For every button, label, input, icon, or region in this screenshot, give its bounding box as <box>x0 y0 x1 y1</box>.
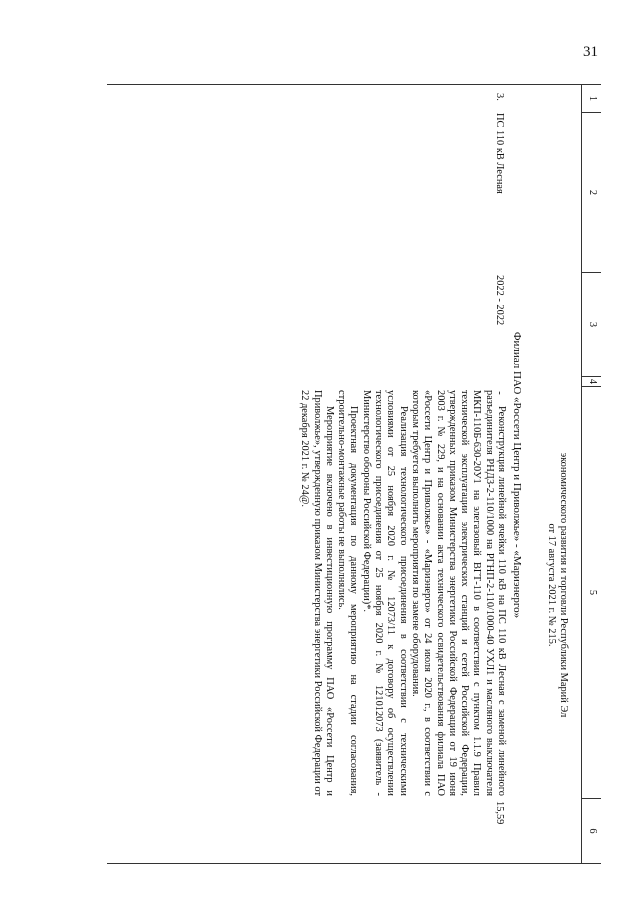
page-number: 31 <box>583 44 598 60</box>
column-4-value: - <box>494 391 505 395</box>
investment-table <box>107 84 601 864</box>
continuation-line-1: экономического развития и торговли Республики Марий Эл <box>558 452 569 718</box>
column-header-1: 1 <box>581 85 601 113</box>
cost-value: 15,59 <box>494 801 505 825</box>
row-number: 3. <box>494 93 505 101</box>
column-header-3: 3 <box>581 273 601 377</box>
continuation-line-2: от 17 августа 2021 г. № 215. <box>545 523 557 647</box>
column-header-4: 4 <box>581 377 601 387</box>
description-paragraph-4: Мероприятие включено в инвестиционную программу ПАО «Россети Центр и Приволжье», утвержденную приказом Министерства энергетики Российской Федерации от 22 декабря 2021 г. № 24@. <box>299 390 335 796</box>
column-header-6: 6 <box>581 799 601 863</box>
branch-heading: Филиал ПАО «Россети Центр и Приволжье» - «Мариэнерго» <box>511 331 523 619</box>
measure-description <box>298 390 507 796</box>
description-paragraph-3: Проектная документация по данному мероприятию на стадии согласования, строительно-монтажные работы не выполнялись. <box>336 390 360 796</box>
column-header-2: 2 <box>581 113 601 273</box>
continuation-text <box>544 385 569 785</box>
description-paragraph-2: Реализация технологического присоединения в соответствии с техническими условиями от 25 ноября 2020 г. № 12073/11 к договору об осуществлении технологического присоединения от 25 ноября 2020 г. № 121012073 (заявитель - Министерство обороны Российской Федерации)*. <box>360 390 409 796</box>
implementation-years: 2022 - 2022 <box>494 275 505 326</box>
rotated-table-page <box>107 84 601 864</box>
substation-name: ПС 110 кВ Лесная <box>494 113 505 194</box>
description-paragraph-1: Реконструкция линейной ячейки 110 кВ на ПС 110 кВ Лесная с заменой линейного разъединителя РНДЗ-2-110/1000 на РГНП-2-110/1000-40 УХЛ1 и масляного выключателя МКП-110Б-630-20У1 на элегазовый ВГТ-110 в соответствии с пунктом 1.1.9 Правил технической эксплуатации электрических станций и сетей Российской Федерации, утвержденных приказом Министерства энергетики Российской Федерации от 19 июня 2003 г. № 229, и на основании акта технического освидетельствования филиала ПАО «Россети Центр и Приволжье» - «Мариэнерго» от 24 июля 2020 г., в соответствии с которым требуется выполнить мероприятия по замене оборудования. <box>409 390 507 796</box>
column-header-5: 5 <box>581 387 601 799</box>
